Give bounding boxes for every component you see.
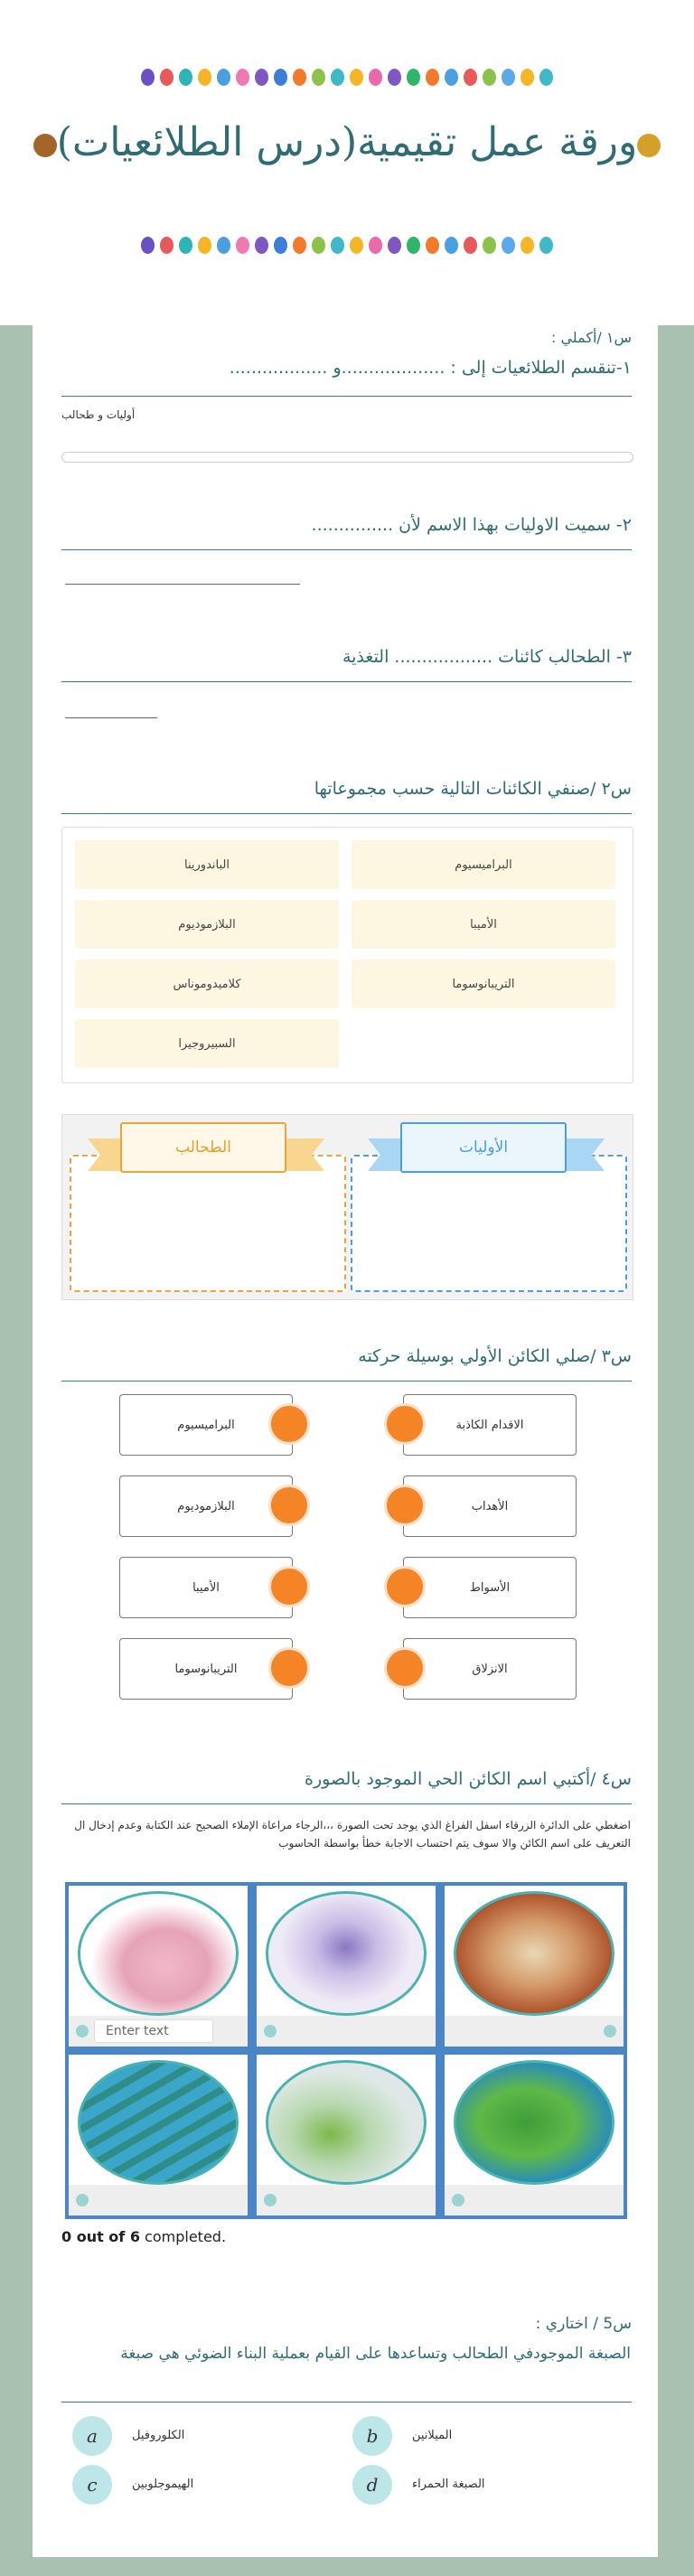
decorative-dot (445, 69, 458, 86)
decorative-dot (255, 69, 268, 86)
match-connector-right[interactable] (384, 1566, 426, 1607)
decorative-dot (502, 237, 515, 254)
match-item-right[interactable]: الأهداب (403, 1475, 577, 1537)
divider (61, 396, 632, 397)
decorative-dot (350, 237, 363, 254)
q1-item1-input[interactable] (61, 452, 633, 463)
decorative-dot (520, 237, 534, 254)
flower-icon (33, 134, 57, 157)
q1-item1: ١-تنقسم الطلائعيات إلى : ...................و .................. (229, 358, 632, 378)
decorative-dot (217, 237, 230, 254)
ribbon-tail (561, 1138, 605, 1171)
microscope-image (78, 2060, 239, 2185)
decorative-dot (426, 69, 439, 86)
input-marker-icon[interactable] (76, 2025, 89, 2037)
drop-area (61, 1114, 633, 1300)
divider (61, 549, 632, 550)
decorative-dot (369, 237, 382, 254)
decorative-dot (141, 69, 155, 86)
option-a-badge[interactable]: a (72, 2416, 112, 2456)
decorative-dot (539, 69, 553, 86)
zone-label-algae: الطحالب (120, 1122, 286, 1173)
decorative-dot (388, 237, 401, 254)
zone-label-protozoa: الأوليات (400, 1122, 567, 1173)
decorative-dot (331, 237, 344, 254)
match-connector-left[interactable] (268, 1647, 310, 1689)
match-connector-right[interactable] (384, 1403, 426, 1445)
decorative-dot (331, 69, 344, 86)
decorative-dot (464, 237, 477, 254)
decorative-dot (236, 237, 249, 254)
image-cell (257, 2055, 436, 2215)
match-item-left[interactable]: البلازموديوم (119, 1475, 293, 1537)
q1-item2-input[interactable] (65, 584, 300, 585)
match-connector-left[interactable] (268, 1566, 310, 1607)
option-c-text[interactable]: الهيموجلوبين (132, 2478, 194, 2491)
q4-instructions: اضغطي على الدائرة الزرقاء اسفل الفراغ الذي يوجد تحت الصورة ،،،الرجاء مراعاة الإملاء الصحيح عند الكتابة وعدم إدخال ال التعريف على اسم الكائن والا سوف يتم احتساب الاجابة خطأ بواسطة الحاسوب (74, 1819, 631, 1850)
option-a-text[interactable]: الكلوروفيل (132, 2429, 185, 2442)
q1-item3: ٣- الطحالب كائنات .................. التغذية (342, 647, 632, 667)
decorative-dot (160, 237, 174, 254)
decorative-dot (407, 69, 420, 86)
decorative-dot (388, 69, 401, 86)
drop-zone-protozoa[interactable] (351, 1155, 627, 1292)
decorative-dot (293, 69, 306, 86)
option-c-badge[interactable]: c (72, 2465, 112, 2505)
match-item-left[interactable]: البراميسيوم (119, 1394, 293, 1456)
decorative-dot (255, 237, 268, 254)
decorative-dots-bottom (0, 237, 694, 254)
decorative-dot (483, 237, 496, 254)
divider (61, 1381, 632, 1382)
image-grid (65, 1882, 627, 2219)
drop-zone-algae[interactable] (70, 1155, 346, 1292)
decorative-dot (464, 69, 477, 86)
decorative-dot (274, 69, 287, 86)
q2-heading: س٢ /صنفي الكائنات التالية حسب مجموعاتها (314, 779, 632, 799)
microscope-image (266, 2060, 427, 2185)
draggable-chip[interactable]: كلاميدوموناس (75, 960, 339, 1008)
match-item-right[interactable]: الاقدام الكاذبة (403, 1394, 577, 1456)
decorative-dot (445, 237, 458, 254)
draggable-chip[interactable]: البراميسيوم (352, 840, 615, 889)
microscope-image (454, 1891, 614, 2016)
draggable-chip[interactable]: الأميبا (352, 900, 615, 949)
decorative-dot (217, 69, 230, 86)
microscope-image (78, 1891, 239, 2016)
decorative-dot (539, 237, 553, 254)
flower-icon (637, 134, 661, 157)
option-b-text[interactable]: الميلانين (412, 2429, 453, 2442)
q1-heading: س١ /أكملي : (550, 329, 632, 346)
decorative-dot (426, 237, 439, 254)
decorative-dot (293, 237, 306, 254)
decorative-dot (483, 69, 496, 86)
answer-text-input[interactable]: Enter text (94, 2019, 213, 2043)
match-connector-left[interactable] (268, 1485, 310, 1526)
decorative-dot (274, 237, 287, 254)
decorative-dot (236, 69, 249, 86)
draggable-chip[interactable]: التريبانوسوما (352, 960, 615, 1008)
draggable-chip[interactable]: الباندورينا (75, 840, 339, 889)
decorative-dot (160, 69, 174, 86)
input-marker-icon[interactable] (76, 2194, 89, 2206)
microscope-image (266, 1891, 427, 2016)
progress-text: 0 out of 6 completed. (61, 2228, 227, 2245)
image-cell (257, 1886, 436, 2047)
ribbon-tail (281, 1138, 324, 1171)
decorative-dot (179, 237, 192, 254)
draggable-chip[interactable]: السبيروجيرا (75, 1019, 339, 1068)
q1-item1-answer: أوليات و طحالب (61, 408, 136, 421)
match-connector-right[interactable] (384, 1485, 426, 1526)
option-d-badge[interactable]: d (352, 2465, 392, 2505)
q5-question: الصبغة الموجودفي الطحالب وتساعدها على القيام بعملية البناء الضوئي هي صبغة (120, 2345, 631, 2363)
divider (61, 681, 632, 682)
decorative-dot (179, 69, 192, 86)
q3-heading: س٣ /صلي الكائن الأولي بوسيلة حركته (358, 1346, 632, 1366)
decorative-dot (312, 237, 325, 254)
decorative-dot (198, 69, 211, 86)
q1-item2: ٢- سميت الاوليات بهذا الاسم لأن ............... (311, 515, 632, 535)
match-item-right[interactable]: الانزلاق (403, 1638, 577, 1700)
match-item-left[interactable]: التريبانوسوما (119, 1638, 293, 1700)
option-b-badge[interactable]: b (352, 2416, 392, 2456)
decorative-dots-top (0, 69, 694, 86)
decorative-dot (407, 237, 420, 254)
divider (61, 2402, 632, 2403)
input-marker-icon[interactable] (604, 2025, 616, 2037)
q5-heading: س5 / اختاري : (535, 2315, 632, 2333)
image-cell (445, 1886, 624, 2047)
q1-item3-input[interactable] (65, 717, 157, 718)
chip-bank (61, 827, 633, 1083)
image-cell (69, 1886, 248, 2047)
decorative-dot (502, 69, 515, 86)
match-connector-right[interactable] (384, 1647, 426, 1689)
match-item-left[interactable]: الأميبا (119, 1557, 293, 1618)
image-cell (69, 2055, 248, 2215)
page-title: ورقة عمل تقيمية(درس الطلائعيات) (0, 119, 694, 165)
input-marker-icon[interactable] (452, 2194, 464, 2206)
decorative-dot (312, 69, 325, 86)
input-marker-icon[interactable] (264, 2025, 277, 2037)
decorative-dot (141, 237, 155, 254)
decorative-dot (350, 69, 363, 86)
draggable-chip[interactable]: البلازموديوم (75, 900, 339, 949)
input-marker-icon[interactable] (264, 2194, 277, 2206)
divider (61, 813, 632, 814)
match-connector-left[interactable] (268, 1403, 310, 1445)
decorative-dot (520, 69, 534, 86)
divider (61, 1803, 632, 1804)
microscope-image (454, 2060, 614, 2185)
image-cell (445, 2055, 624, 2215)
decorative-dot (369, 69, 382, 86)
match-item-right[interactable]: الأسواط (403, 1557, 577, 1618)
option-d-text[interactable]: الصبغة الحمراء (412, 2478, 485, 2491)
decorative-dot (198, 237, 211, 254)
q4-heading: س٤ /أكتبي اسم الكائن الحي الموجود بالصورة (305, 1769, 632, 1789)
